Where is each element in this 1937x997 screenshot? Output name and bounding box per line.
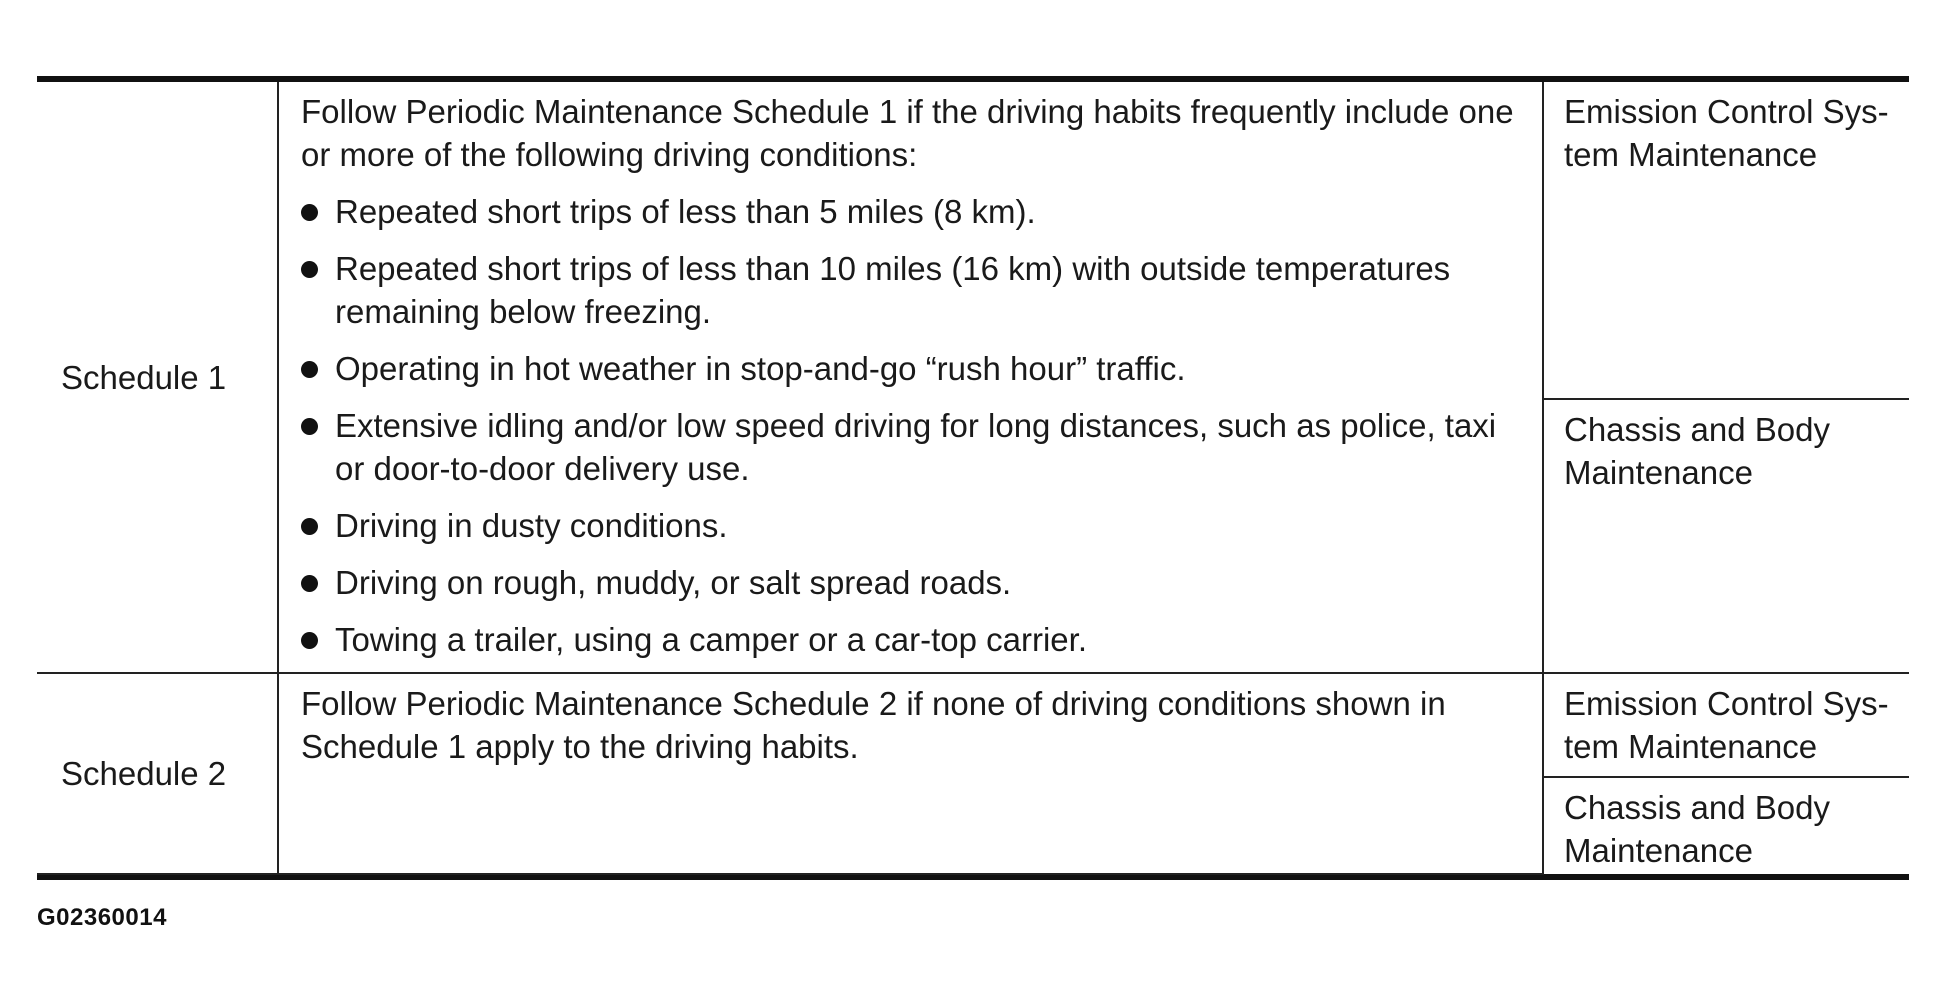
schedule-1-category-chassis: Chassis and Body Maintenance xyxy=(1543,399,1909,673)
condition-item xyxy=(301,561,1518,604)
condition-text: Towing a trailer, using a camper or a car-top carrier. xyxy=(335,621,1087,658)
schedule-1-description xyxy=(278,82,1543,673)
condition-item xyxy=(301,404,1518,490)
schedule-1-label: Schedule 1 xyxy=(37,82,278,673)
condition-text: Extensive idling and/or low speed driving for long distances, such as police, taxi or door-to-door delivery use. xyxy=(335,407,1497,487)
bullet-icon xyxy=(301,518,318,535)
condition-text: Repeated short trips of less than 5 miles (8 km). xyxy=(335,193,1036,230)
bullet-icon xyxy=(301,632,318,649)
condition-text: Operating in hot weather in stop-and-go “rush hour” traffic. xyxy=(335,350,1186,387)
bullet-icon xyxy=(301,575,318,592)
bullet-icon xyxy=(301,204,318,221)
schedule-2-description: Follow Periodic Maintenance Schedule 2 if none of driving conditions shown in Schedule 1 apply to the driving habits. xyxy=(278,673,1543,874)
bullet-icon xyxy=(301,261,318,278)
condition-text: Driving in dusty conditions. xyxy=(335,507,728,544)
schedule-2-category-chassis: Chassis and Body Maintenance xyxy=(1543,777,1909,874)
condition-item xyxy=(301,247,1518,333)
condition-item xyxy=(301,504,1518,547)
schedule-1-row-a xyxy=(37,82,1909,399)
schedule-2-category-emission: Emission Control Sys-tem Maintenance xyxy=(1543,673,1909,777)
schedule-1-conditions-list xyxy=(301,190,1518,661)
schedule-1-category-emission: Emission Control Sys-tem Maintenance xyxy=(1543,82,1909,399)
figure-id: G02360014 xyxy=(37,904,167,931)
bullet-icon xyxy=(301,361,318,378)
condition-text: Repeated short trips of less than 10 miles (16 km) with outside temperatures remaining below freezing. xyxy=(335,250,1451,330)
condition-text: Driving on rough, muddy, or salt spread roads. xyxy=(335,564,1012,601)
schedule-2-row-a xyxy=(37,673,1909,777)
schedule-1-intro: Follow Periodic Maintenance Schedule 1 if the driving habits frequently include one or more of the following driving conditions: xyxy=(301,93,1514,173)
maintenance-schedule-table xyxy=(37,82,1909,875)
maintenance-schedule-figure xyxy=(37,76,1909,880)
condition-item xyxy=(301,618,1518,661)
bullet-icon xyxy=(301,418,318,435)
condition-item xyxy=(301,190,1518,233)
schedule-2-label: Schedule 2 xyxy=(37,673,278,874)
condition-item xyxy=(301,347,1518,390)
